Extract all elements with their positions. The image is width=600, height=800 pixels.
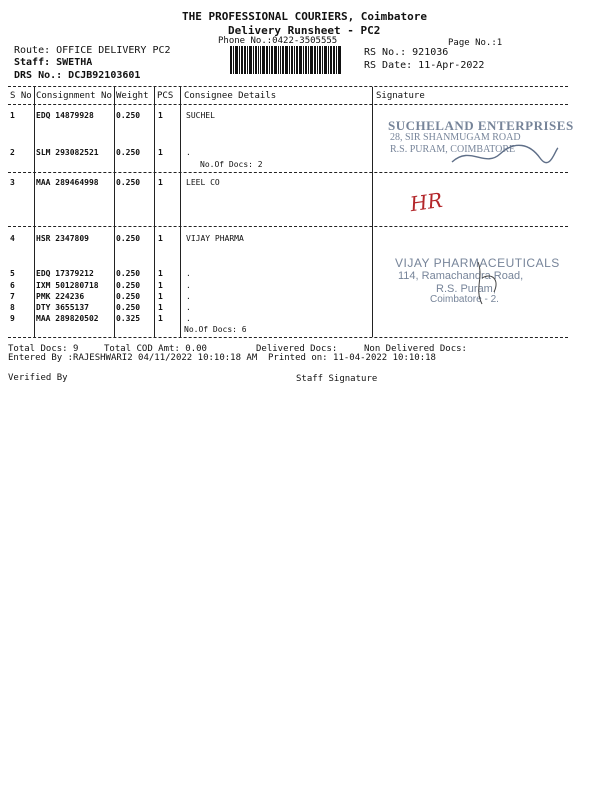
row-consignment: MAA 289464998 (36, 178, 99, 187)
no-of-docs: No.Of Docs: 6 (184, 325, 247, 334)
stamp-line: SUCHELAND ENTERPRISES (388, 118, 574, 133)
row-consignee: VIJAY PHARMA (186, 234, 244, 243)
row-weight: 0.325 (116, 314, 141, 323)
signature-scribble (470, 258, 510, 308)
printed-on: Printed on: 11-04-2022 10:10:18 (268, 353, 436, 363)
col-divider (180, 87, 181, 337)
barcode (230, 46, 360, 74)
col-divider (372, 87, 373, 337)
verified-by: Verified By (8, 373, 68, 383)
group-rule (8, 226, 568, 227)
row-weight: 0.250 (116, 178, 141, 187)
row-consignee: . (186, 269, 191, 278)
header-signature: Signature (376, 91, 425, 101)
header-weight: Weight (116, 91, 149, 101)
row-consignment: EDQ 17379212 (36, 269, 94, 278)
delivered-docs: Delivered Docs: (256, 344, 338, 354)
row-weight: 0.250 (116, 281, 141, 290)
signature-scribble (450, 140, 560, 170)
stamp-line: R.S. PURAM, COIMBATORE (390, 144, 516, 155)
row-weight: 0.250 (116, 269, 141, 278)
row-pcs: 1 (158, 234, 163, 243)
page-number: Page No.:1 (448, 38, 503, 48)
col-divider (34, 87, 35, 337)
header-rule (8, 104, 568, 105)
row-consignment: IXM 501280718 (36, 281, 99, 290)
row-pcs: 1 (158, 281, 163, 290)
non-delivered-docs: Non Delivered Docs: (364, 344, 467, 354)
rs-date: RS Date: 11-Apr-2022 (364, 60, 485, 71)
total-cod: Total COD Amt: 0.00 (104, 344, 207, 354)
row-weight: 0.250 (116, 292, 141, 301)
header-consignee-details: Consignee Details (184, 91, 277, 101)
rs-number: RS No.: 921036 (364, 47, 449, 58)
col-divider (114, 87, 115, 337)
row-pcs: 1 (158, 178, 163, 187)
stamp-line: R.S. Puram, (436, 283, 496, 295)
header-consignment-no: Consignment No (36, 91, 112, 101)
total-docs: Total Docs: 9 (8, 344, 79, 354)
staff-signature: Staff Signature (296, 374, 378, 384)
row-weight: 0.250 (116, 148, 141, 157)
row-consignee: LEEL CO (186, 178, 220, 187)
row-pcs: 1 (158, 292, 163, 301)
entered-by: Entered By :RAJESHWARI2 04/11/2022 10:10:18 AM (8, 353, 258, 363)
row-consignee: . (186, 281, 191, 290)
drs-number: DRS No.: DCJB92103601 (14, 70, 141, 81)
row-sno: 6 (10, 281, 15, 290)
row-pcs: 1 (158, 111, 163, 120)
row-pcs: 1 (158, 148, 163, 157)
row-consignee: . (186, 303, 191, 312)
stamp-line: 114, Ramachandra Road, (398, 270, 524, 282)
row-consignee: . (186, 292, 191, 301)
row-sno: 7 (10, 292, 15, 301)
row-consignment: MAA 289820502 (36, 314, 99, 323)
row-sno: 1 (10, 111, 15, 120)
row-pcs: 1 (158, 269, 163, 278)
row-sno: 9 (10, 314, 15, 323)
staff-label: Staff: SWETHA (14, 57, 93, 68)
row-pcs: 1 (158, 303, 163, 312)
row-weight: 0.250 (116, 303, 141, 312)
table-top-rule (8, 86, 568, 87)
col-divider (154, 87, 155, 337)
no-of-docs: No.Of Docs: 2 (200, 160, 263, 169)
row-pcs: 1 (158, 314, 163, 323)
row-consignee: . (186, 314, 191, 323)
table-bottom-rule (8, 337, 568, 338)
row-sno: 8 (10, 303, 15, 312)
stamp-line: 28, SIR SHANMUGAM ROAD (390, 132, 521, 143)
row-consignment: SLM 293082521 (36, 148, 99, 157)
row-consignment: HSR 2347809 (36, 234, 89, 243)
row-consignee: SUCHEL (186, 111, 215, 120)
row-consignee: . (186, 148, 191, 157)
row-sno: 3 (10, 178, 15, 187)
row-consignment: PMK 224236 (36, 292, 85, 301)
route-label: Route: OFFICE DELIVERY PC2 (14, 45, 171, 56)
row-weight: 0.250 (116, 111, 141, 120)
row-sno: 4 (10, 234, 15, 243)
handwritten-initials: HR (408, 187, 445, 217)
row-sno: 2 (10, 148, 15, 157)
row-sno: 5 (10, 269, 15, 278)
company-title: THE PROFESSIONAL COURIERS, Coimbatore (182, 10, 428, 23)
row-weight: 0.250 (116, 234, 141, 243)
stamp-line: Coimbatore - 2. (430, 294, 499, 305)
header-sno: S No (10, 91, 32, 101)
stamp-line: VIJAY PHARMACEUTICALS (395, 256, 560, 270)
row-consignment: DTY 3655137 (36, 303, 89, 312)
phone-number: Phone No.:0422-3505555 (218, 36, 338, 46)
header-pcs: PCS (157, 91, 174, 101)
runsheet-title: Delivery Runsheet - PC2 (228, 24, 381, 37)
group-rule (8, 172, 568, 173)
row-consignment: EDQ 14879928 (36, 111, 94, 120)
